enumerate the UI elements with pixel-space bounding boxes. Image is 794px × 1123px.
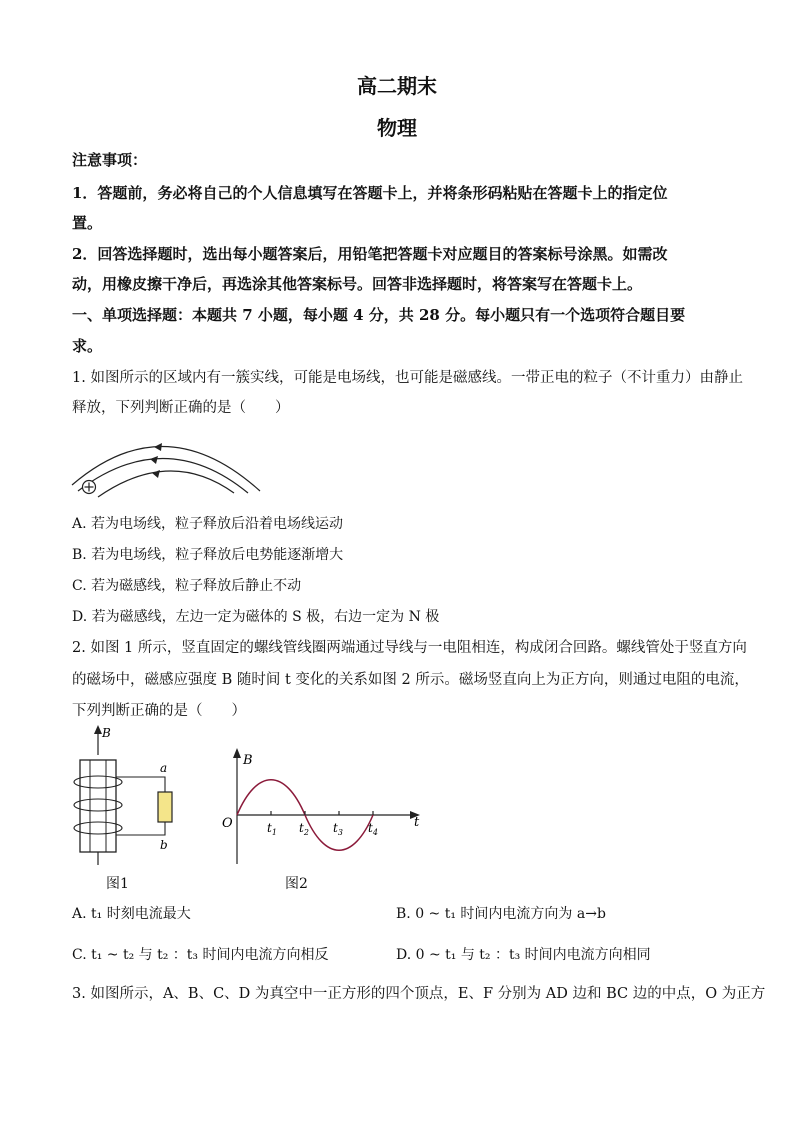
- graph-y-label: B: [243, 753, 253, 768]
- notice-heading: 注意事项：: [72, 151, 148, 169]
- resistor: [158, 792, 172, 822]
- field-line-outer: [72, 446, 260, 491]
- q1-stem-line-2: 释放，下列判断正确的是（ ）: [72, 400, 290, 416]
- q1-option-b[interactable]: B. 若为电场线，粒子释放后电势能逐渐增大: [72, 547, 344, 563]
- notice-item-2-line-2: 动，用橡皮擦干净后，再选涂其他答案标号。回答非选择题时，将答案写在答题卡上。: [72, 275, 643, 293]
- section-1-heading-line-1: 一、单项选择题：本题共 7 小题，每小题 4 分，共 28 分。每小题只有一个选项符合题目要: [72, 306, 686, 324]
- notice-item-1-line-1: 1．答题前，务必将自己的个人信息填写在答题卡上，并将条形码粘贴在答题卡上的指定位: [72, 184, 668, 202]
- subject-title: 物理: [377, 116, 417, 140]
- q1-option-a[interactable]: A. 若为电场线，粒子释放后沿着电场线运动: [72, 516, 344, 532]
- q3-stem-line-1: 3. 如图所示，A、B、C、D 为真空中一正方形的四个顶点，E、F 分别为 AD 边和 BC 边的中点，O 为正方: [72, 986, 766, 1002]
- q2-stem-line-1: 2. 如图 1 所示，竖直固定的螺线管线圈两端通过导线与一电阻相连，构成闭合回路。螺线管处于竖直方向: [72, 640, 747, 656]
- tick-t2: $t_2$: [299, 821, 309, 837]
- q1-stem-line-1: 1. 如图所示的区域内有一簇实线，可能是电场线，也可能是磁感线。一带正电的粒子（不计重力）由静止: [72, 370, 743, 386]
- q2-option-d[interactable]: D. 0 ~ t₁ 与 t₂ ：t₃ 时间内电流方向相同: [396, 947, 651, 963]
- notice-item-1-line-2: 置。: [72, 214, 103, 232]
- arrow-up-icon: [94, 725, 102, 734]
- figure-2-caption: 图2: [285, 876, 308, 892]
- tick-t1: $t_1$: [267, 821, 277, 837]
- q1-field-lines-figure: [70, 425, 270, 505]
- q1-option-c[interactable]: C. 若为磁感线，粒子释放后静止不动: [72, 578, 302, 594]
- figure-1-caption: 图1: [106, 876, 129, 892]
- q1-option-d[interactable]: D. 若为磁感线，左边一定为磁体的 S 极，右边一定为 N 极: [72, 609, 440, 625]
- graph-origin-label: O: [222, 816, 233, 831]
- q2-option-c[interactable]: C. t₁ ~ t₂ 与 t₂ ：t₃ 时间内电流方向相反: [72, 947, 329, 963]
- solenoid-body: [80, 760, 116, 852]
- section-1-heading-line-2: 求。: [72, 337, 103, 355]
- exam-title: 高二期末: [357, 74, 437, 98]
- arrow-up-icon: [233, 748, 241, 758]
- q2-figure-2-bt-graph: [215, 748, 430, 868]
- label-a: a: [160, 761, 168, 775]
- q2-option-a[interactable]: A. t₁ 时刻电流最大: [72, 906, 191, 922]
- q2-stem-line-3: 下列判断正确的是（ ）: [72, 703, 246, 719]
- notice-item-2-line-1: 2．回答选择题时，选出每小题答案后，用铅笔把答题卡对应题目的答案标号涂黑。如需改: [72, 245, 668, 263]
- arrow-icon: [154, 443, 162, 451]
- b-axis-label: B: [102, 726, 111, 740]
- q2-option-b[interactable]: B. 0 ~ t₁ 时间内电流方向为 a→b: [396, 906, 606, 922]
- label-b: b: [160, 838, 168, 852]
- graph-x-label: t: [414, 815, 420, 830]
- field-line-inner: [98, 471, 234, 497]
- arrow-icon: [152, 470, 160, 478]
- q2-figure-1-solenoid: [70, 725, 190, 870]
- q2-stem-line-2: 的磁场中，磁感应强度 B 随时间 t 变化的关系如图 2 所示。磁场竖直向上为正方向，则通过电阻的电流，: [72, 672, 749, 688]
- tick-t3: $t_3$: [333, 821, 343, 837]
- tick-t4: $t_4$: [368, 821, 378, 837]
- arrow-icon: [150, 456, 158, 464]
